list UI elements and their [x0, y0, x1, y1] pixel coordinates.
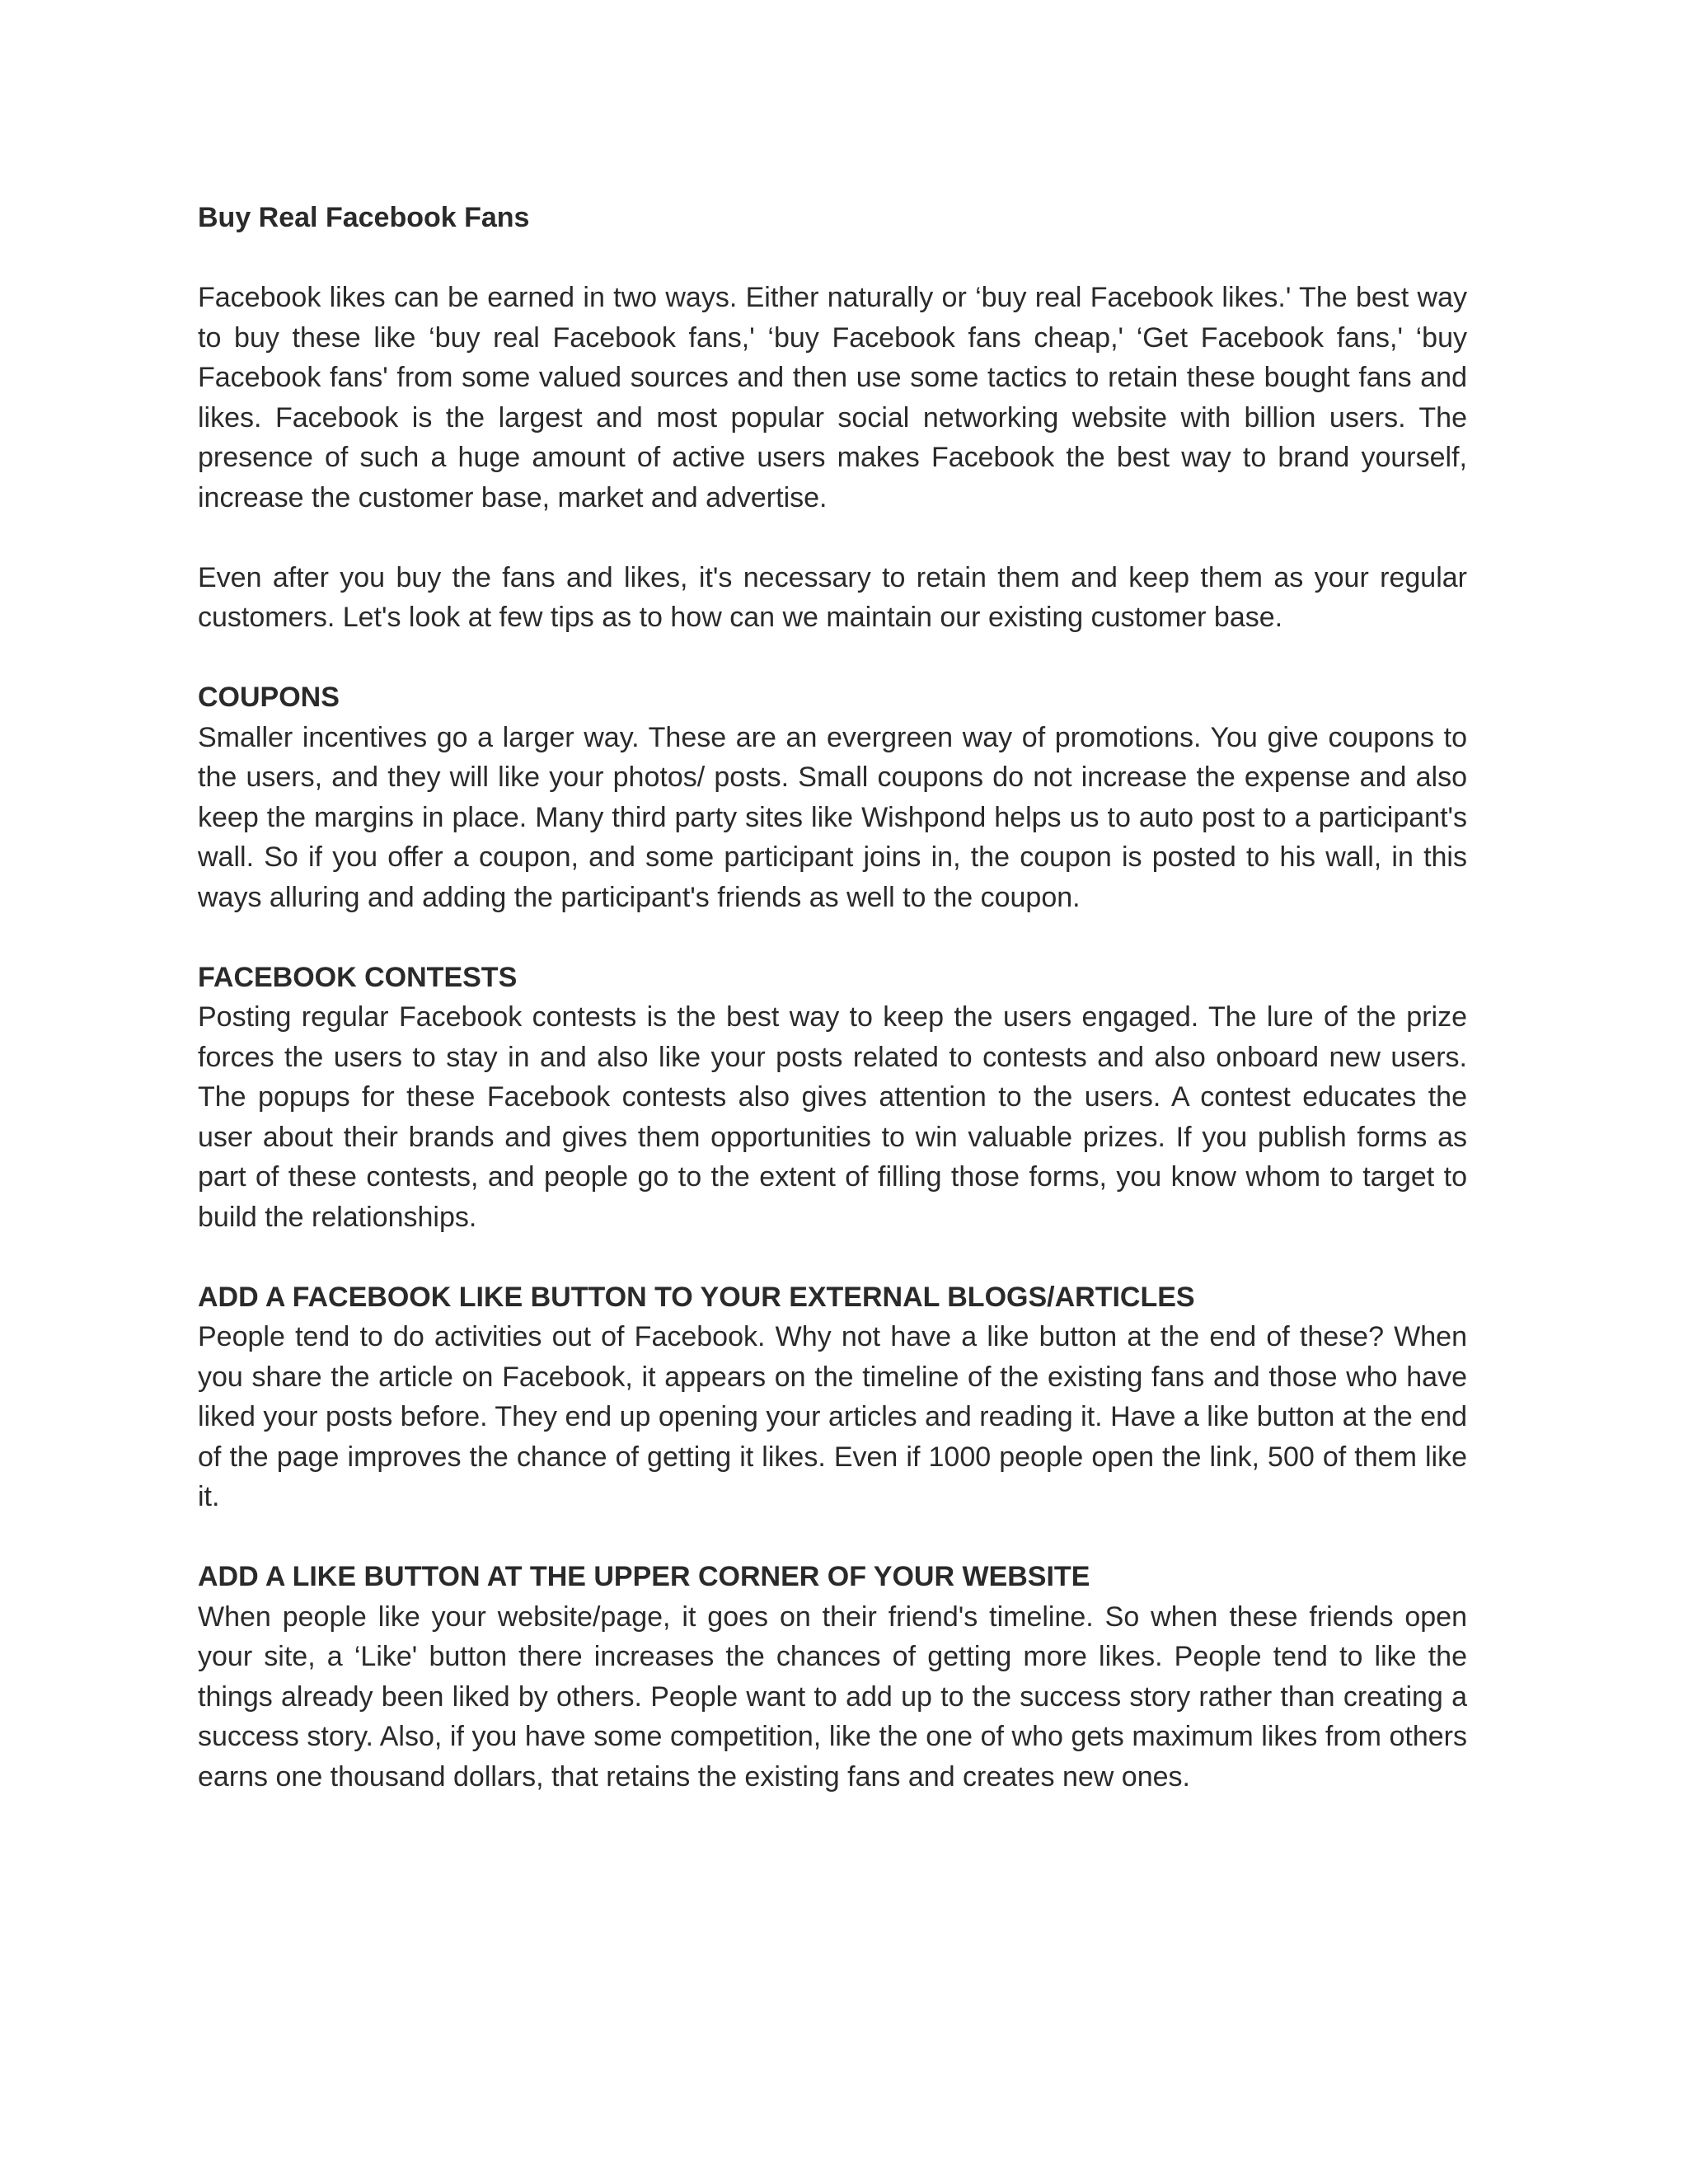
section-body: Posting regular Facebook contests is the best way to keep the users engaged. The lure of the prize forces the users to stay in and also like your posts related to contests and also onboard new users. The popups for these Facebook contests also gives attention to the users. A contest educates the user about their brands and gives them opportunities to win valuable prizes. If you publish forms as part of these contests, and people go to the extent of filling those forms, you know whom to target to build the relationships. [198, 1001, 1467, 1233]
section-heading: ADD A FACEBOOK LIKE BUTTON TO YOUR EXTERNAL BLOGS/ARTICLES [198, 1281, 1195, 1313]
section-heading: ADD A LIKE BUTTON AT THE UPPER CORNER OF YOUR WEBSITE [198, 1561, 1090, 1592]
section-like-button-blogs [198, 1277, 1467, 1517]
document-page [198, 198, 1467, 1837]
section-heading: FACEBOOK CONTESTS [198, 961, 518, 993]
section-like-button-website [198, 1557, 1467, 1797]
section-body: People tend to do activities out of Facebook. Why not have a like button at the end of these? When you share the article on Facebook, it appears on the timeline of the existing fans and those who have liked your posts before. They end up opening your articles and reading it. Have a like button at the end of the page improves the chance of getting it likes. Even if 1000 people open the link, 500 of them like it. [198, 1321, 1467, 1512]
section-facebook-contests [198, 958, 1467, 1238]
document-title: Buy Real Facebook Fans [198, 202, 530, 233]
section-heading: COUPONS [198, 682, 340, 713]
intro-paragraph: Facebook likes can be earned in two ways. Either naturally or ‘buy real Facebook likes.' The best way to buy these like ‘buy real Facebook fans,' ‘buy Facebook fans cheap,' ‘Get Facebook fans,' ‘buy Facebook fans' from some valued sources and then use some tactics to retain these bought fans and likes. Facebook is the largest and most popular social networking website with billion users. The presence of such a huge amount of active users makes Facebook the best way to brand yourself, increase the customer base, market and advertise. [198, 282, 1467, 513]
section-coupons [198, 677, 1467, 917]
section-body: Smaller incentives go a larger way. These are an evergreen way of promotions. You give coupons to the users, and they will like your photos/ posts. Small coupons do not increase the expense and also keep the margins in place. Many third party sites like Wishpond helps us to auto post to a participant's wall. So if you offer a coupon, and some participant joins in, the coupon is posted to his wall, in this ways alluring and adding the participant's friends as well to the coupon. [198, 721, 1467, 913]
intro-paragraph: Even after you buy the fans and likes, it's necessary to retain them and keep them as your regular customers. Let's look at few tips as to how can we maintain our existing customer base. [198, 561, 1467, 633]
section-body: When people like your website/page, it goes on their friend's timeline. So when these friends open your site, a ‘Like' button there increases the chances of getting more likes. People tend to like the things already been liked by others. People want to add up to the success story rather than creating a success story. Also, if you have some competition, like the one of who gets maximum likes from others earns one thousand dollars, that retains the existing fans and creates new ones. [198, 1601, 1467, 1793]
